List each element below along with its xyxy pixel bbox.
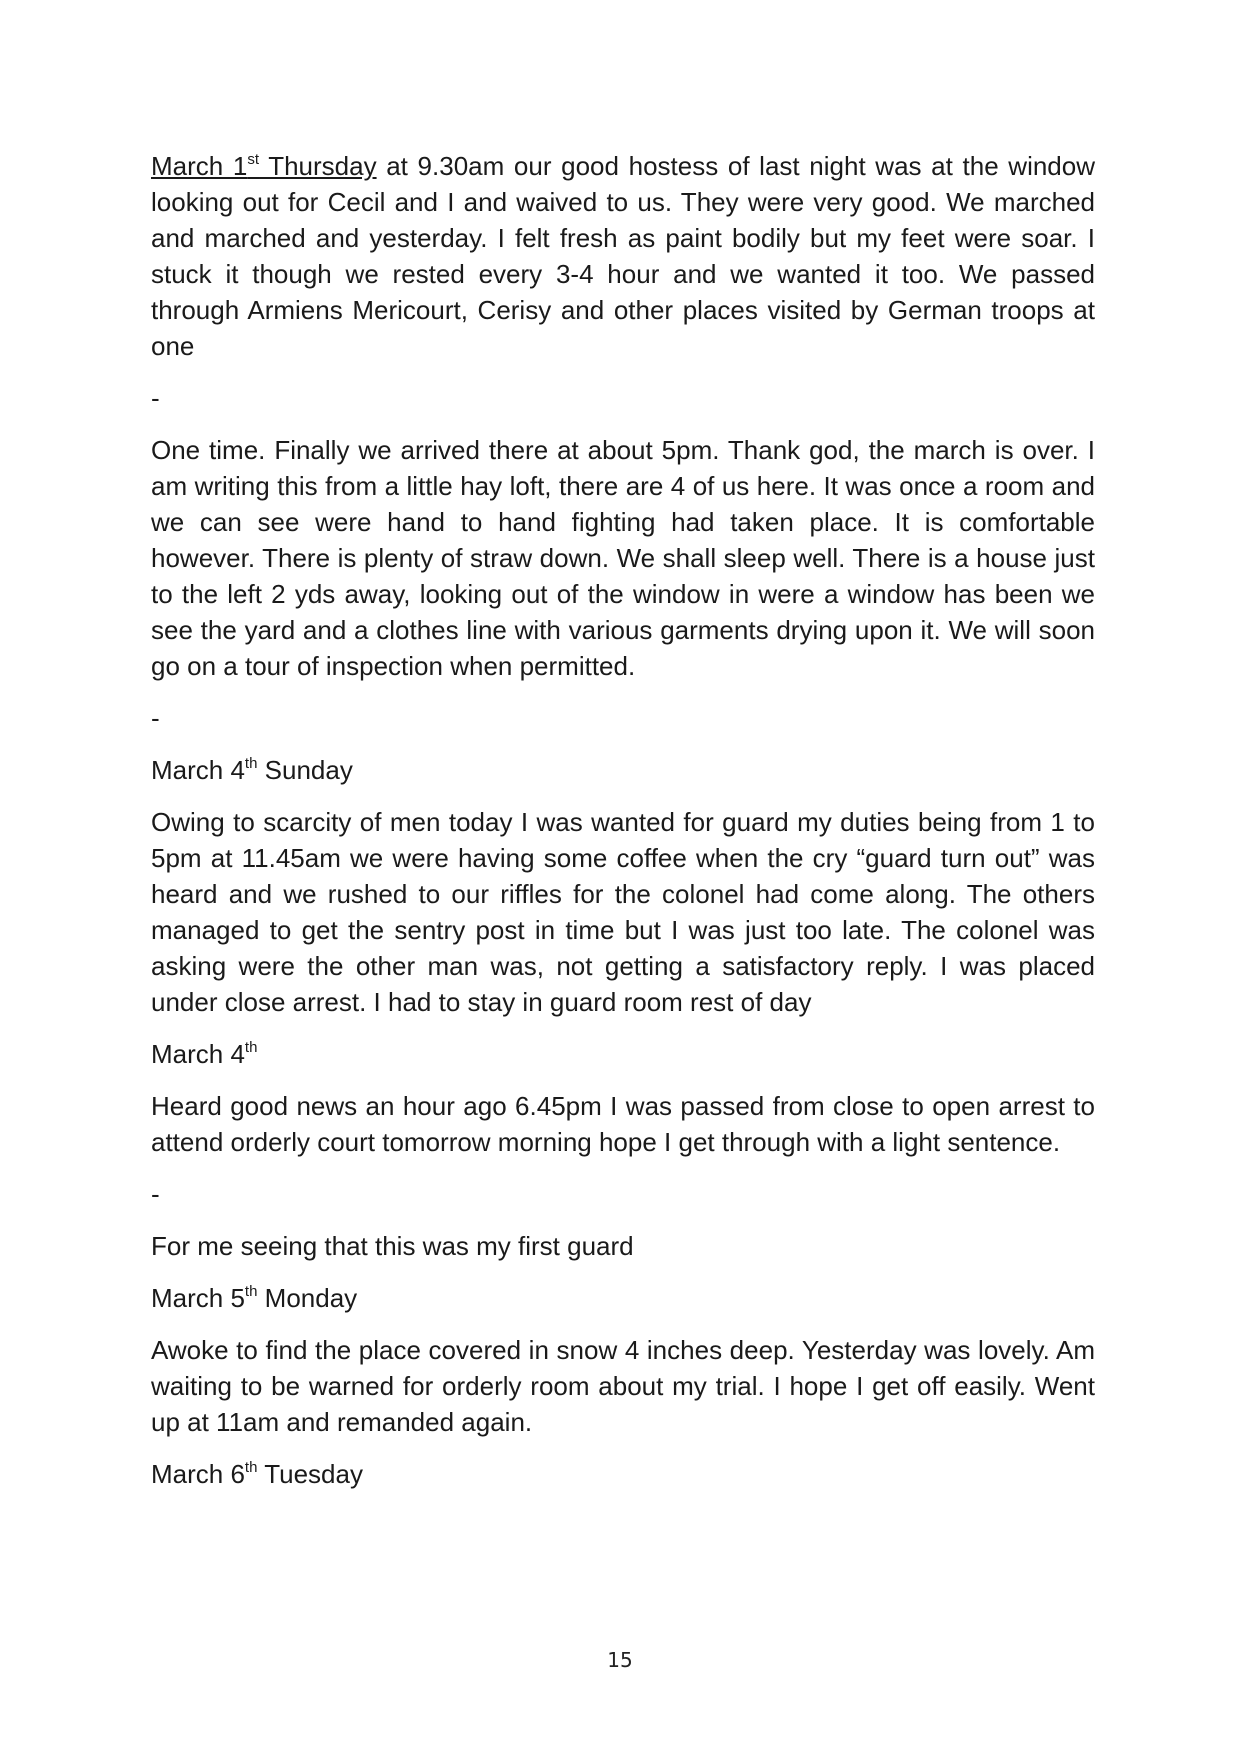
- entry-heading-march-4: [151, 1036, 1095, 1072]
- diary-page-body: [151, 148, 1095, 1508]
- diary-entry-continuation: One time. Finally we arrived there at about 5pm. Thank god, the march is over. I am writing this from a little hay loft, there are 4 of us here. It was once a room and we can see were hand to hand fighting had taken place. It is comfortable however. There is plenty of straw down. We shall sleep well. There is a house just to the left 2 yds away, looking out of the window in were a window has been we see the yard and a clothes line with various garments drying upon it. We will soon go on a tour of inspection when permitted.: [151, 435, 1095, 681]
- date-ordinal-suffix: th: [244, 1459, 258, 1477]
- entry-heading-march-6-tuesday: [151, 1456, 1095, 1492]
- date-text: March 5: [151, 1283, 245, 1313]
- date-ordinal-suffix: st: [247, 151, 260, 169]
- diary-entry-march-5: Awoke to find the place covered in snow 4 inches deep. Yesterday was lovely. Am waiting to be warned for orderly room about my trial. I hope I get off easily. Went up at 11am and remanded again.: [151, 1335, 1095, 1437]
- entry-heading-march-5-monday: [151, 1280, 1095, 1316]
- diary-entry-march-1: [151, 148, 1095, 364]
- entry-date-march-1: [151, 151, 377, 181]
- page-number: 15: [607, 1648, 633, 1672]
- date-weekday: Monday: [257, 1283, 358, 1313]
- date-text: March 6: [151, 1459, 245, 1489]
- diary-entry-march-4-guard: Owing to scarcity of men today I was wanted for guard my duties being from 1 to 5pm at 11.45am we were having some coffee when the cry “guard turn out” was heard and we rushed to our riffles for the colonel had come along. The others managed to get the sentry post in time but I was just too late. The colonel was asking were the other man was, not getting a satisfactory reply. I was placed under close arrest. I had to stay in guard room rest of day: [151, 807, 1095, 1017]
- date-weekday: Thursday: [259, 151, 377, 181]
- date-ordinal-suffix: th: [244, 1039, 258, 1057]
- diary-entry-march-4-news: Heard good news an hour ago 6.45pm I was passed from close to open arrest to attend orderly court tomorrow morning hope I get through with a light sentence.: [151, 1091, 1095, 1157]
- date-weekday: Tuesday: [257, 1459, 363, 1489]
- date-ordinal-suffix: th: [244, 755, 258, 773]
- date-weekday: Sunday: [257, 755, 353, 785]
- entry-text: at 9.30am our good hostess of last night was at the window looking out for Cecil and I and waived to us. They were very good. We marched and marched and yesterday. I felt fresh as paint bodily but my feet were soar. I stuck it though we rested every 3-4 hour and we wanted it too. We passed through Armiens Mericourt, Cerisy and other places visited by German troops at one: [151, 151, 1096, 361]
- diary-entry-first-guard: For me seeing that this was my first guard: [151, 1231, 634, 1261]
- section-separator: -: [151, 383, 160, 413]
- section-separator: -: [151, 703, 160, 733]
- date-text: March 1: [151, 151, 248, 181]
- section-separator: -: [151, 1179, 160, 1209]
- entry-heading-march-4-sunday: [151, 752, 1095, 788]
- date-text: March 4: [151, 755, 245, 785]
- date-ordinal-suffix: th: [244, 1283, 258, 1301]
- date-text: March 4: [151, 1039, 245, 1069]
